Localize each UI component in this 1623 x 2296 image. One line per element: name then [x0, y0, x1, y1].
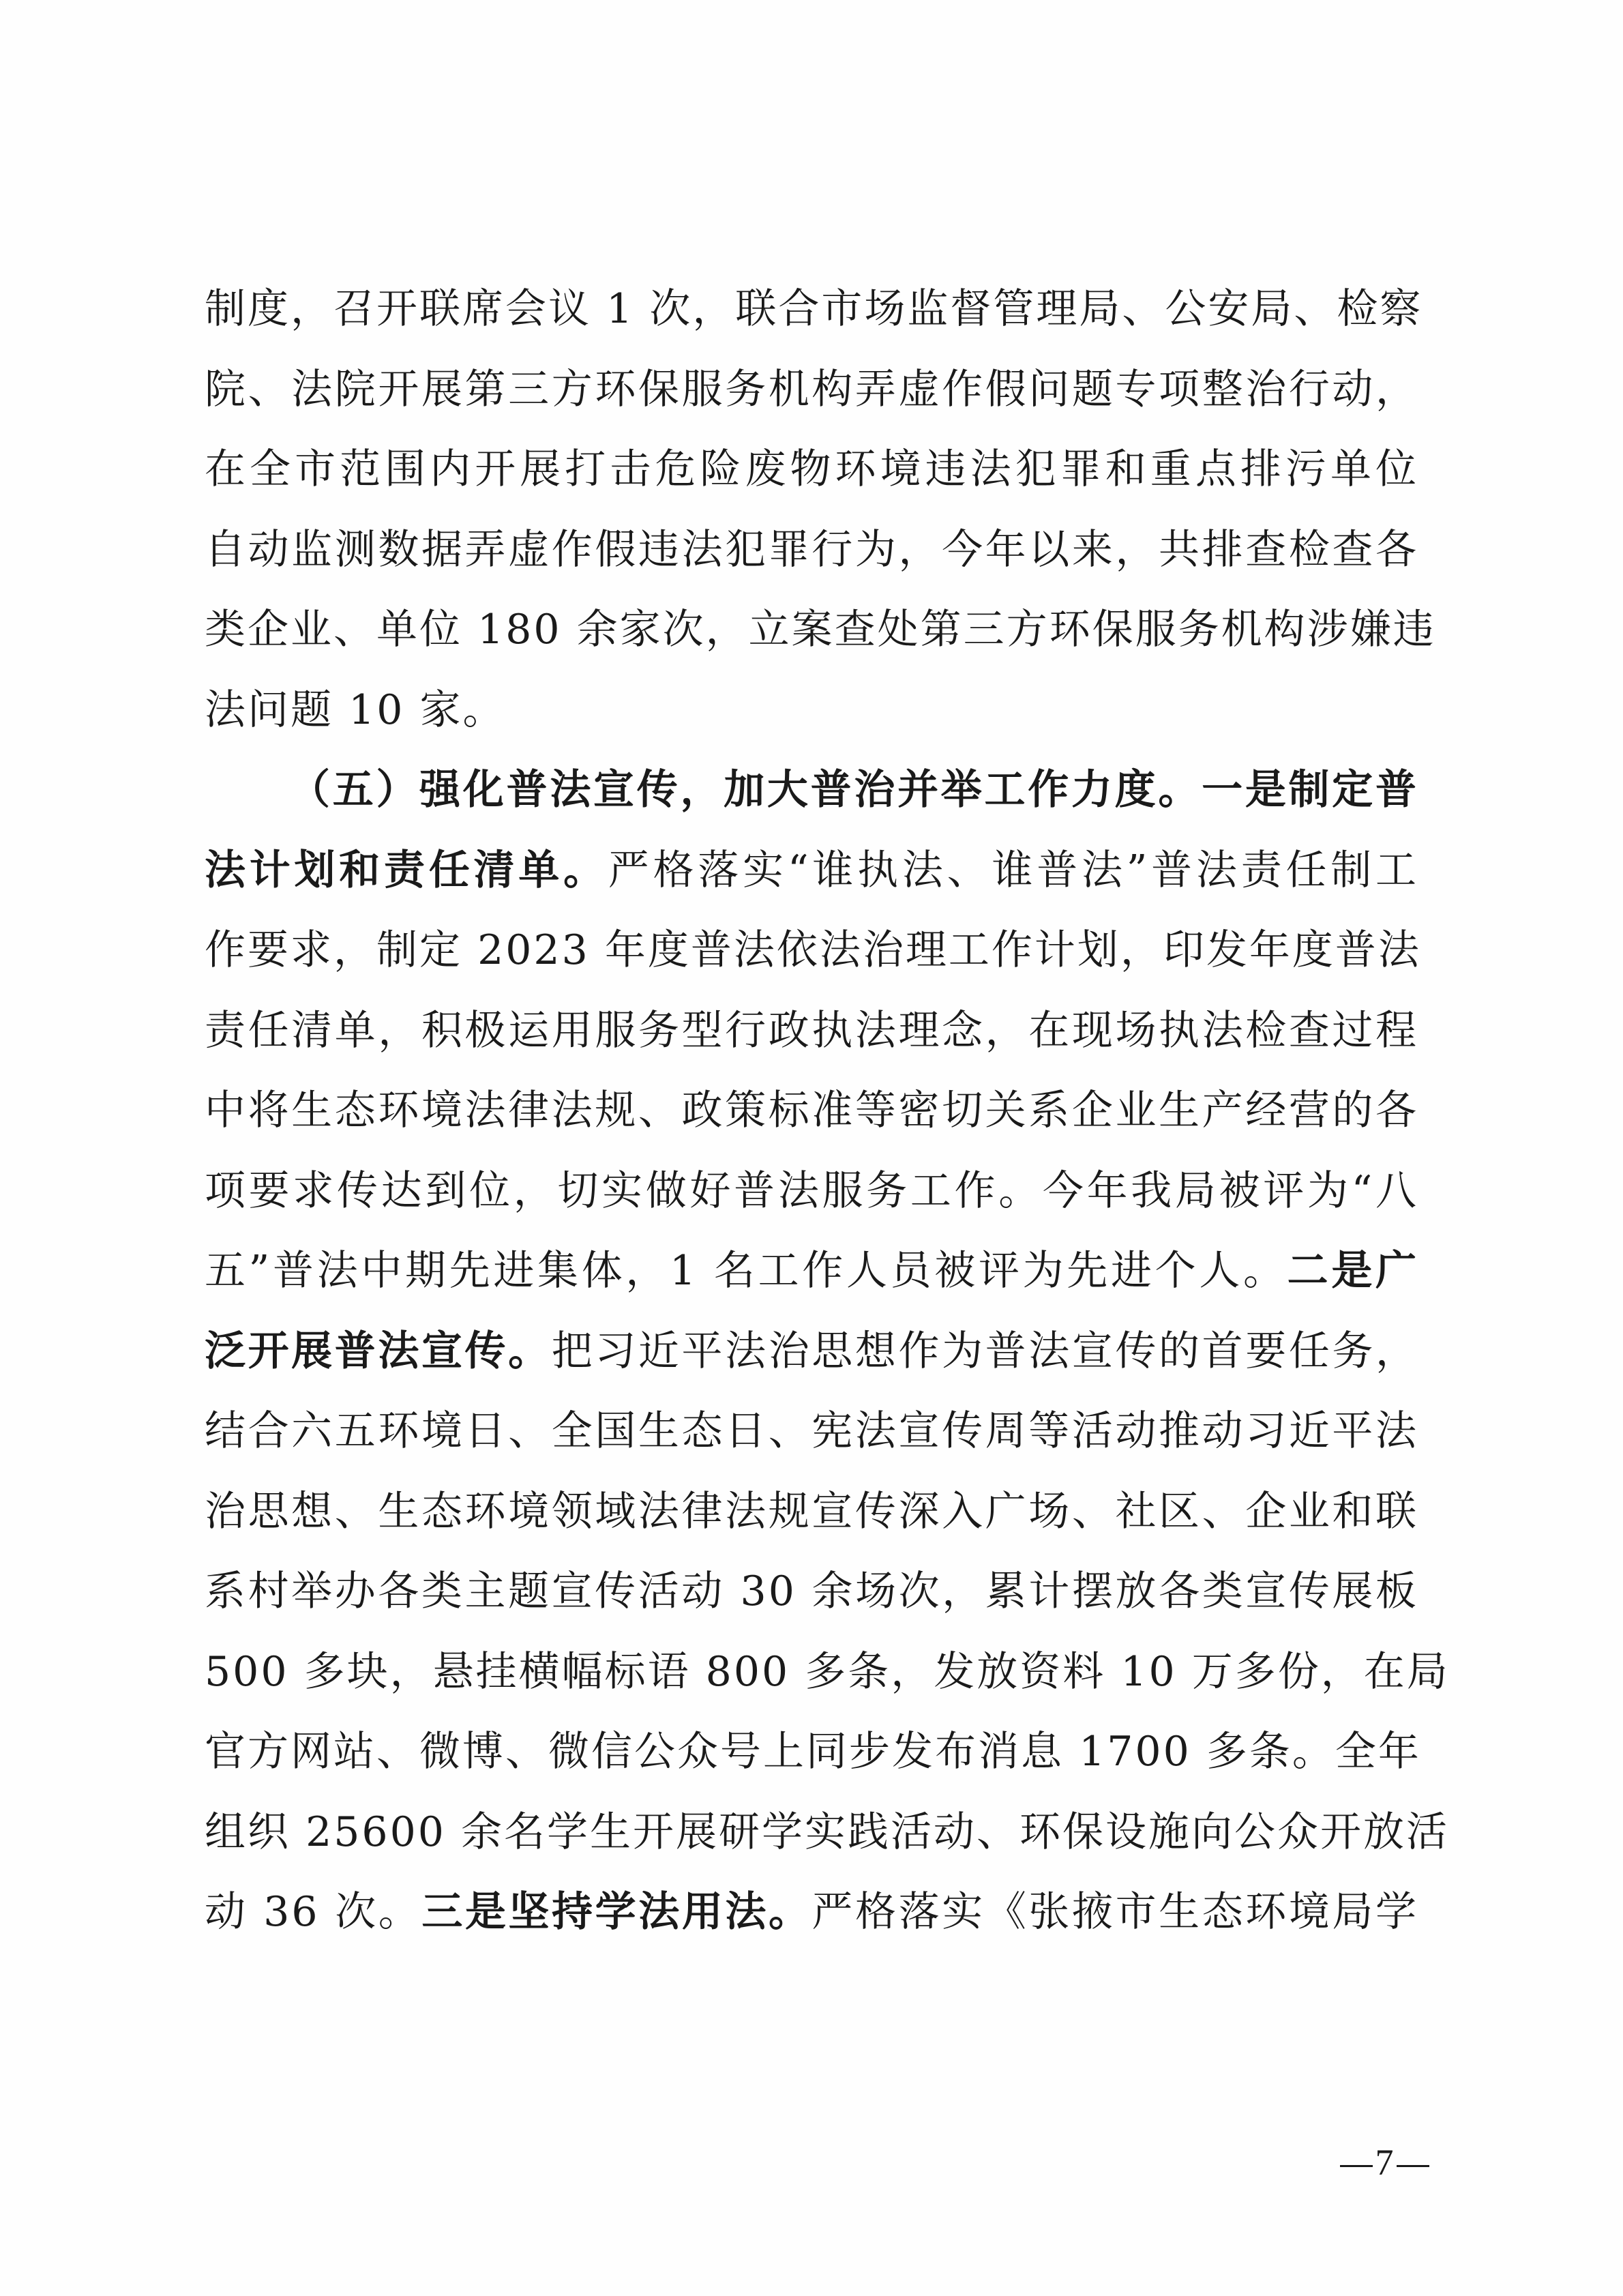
- text-segment: 治思想、生态环境领域法律法规宣传深入广场、社区、企业和联: [205, 1487, 1418, 1535]
- text-line: [205, 430, 1418, 510]
- text-segment: 严格落实“谁执法、谁普法”普法责任制工: [608, 846, 1418, 894]
- text-line: [205, 991, 1418, 1072]
- text-segment: 500 多块，悬挂横幅标语 800 多条，发放资料 10 万多份，在局: [205, 1647, 1450, 1696]
- text-segment: 在全市范围内开展打击危险废物环境违法犯罪和重点排污单位: [205, 445, 1418, 493]
- text-segment: 五”普法中期先进集体，1 名工作人员被评为先进个人。: [205, 1247, 1287, 1295]
- text-segment: 把习近平法治思想作为普法宣传的首要任务，: [551, 1327, 1419, 1375]
- page-number: [1333, 2138, 1435, 2186]
- text-segment: 自动监测数据弄虚作假违法犯罪行为，今年以来，共排查检查各: [205, 525, 1418, 574]
- bold-segment: 二是广: [1287, 1247, 1419, 1295]
- text-line: [205, 671, 1418, 751]
- text-line: [205, 911, 1421, 991]
- bold-segment: 法计划和责任清单。: [205, 846, 608, 894]
- text-line: [205, 269, 1423, 350]
- bold-segment: 三是坚持学法用法。: [421, 1888, 812, 1936]
- text-line: [205, 1712, 1421, 1793]
- text-line: [205, 1793, 1450, 1873]
- section-heading-line: [205, 750, 1418, 831]
- text-line: [205, 510, 1418, 591]
- text-line: [205, 1392, 1418, 1472]
- text-line: [205, 1472, 1418, 1552]
- text-segment: 作要求，制定 2023 年度普法依法治理工作计划，印发年度普法: [205, 926, 1421, 974]
- text-line: [205, 350, 1418, 430]
- text-segment: 责任清单，积极运用服务型行政执法理念，在现场执法检查过程: [205, 1006, 1418, 1055]
- text-segment: 类企业、单位 180 余家次，立案查处第三方环保服务机构涉嫌违: [205, 606, 1436, 653]
- bold-segment: 泛开展普法宣传。: [205, 1327, 552, 1375]
- text-line: [205, 1632, 1450, 1713]
- text-line: [205, 1071, 1418, 1151]
- text-segment: 法问题 10 家。: [205, 686, 506, 734]
- page-number-value: 7: [1375, 2142, 1394, 2183]
- text-segment: 动 36 次。: [205, 1888, 422, 1936]
- page-number-dash-right: [1397, 2165, 1429, 2167]
- text-segment: 院、法院开展第三方环保服务机构弄虚作假问题专项整治行动，: [205, 365, 1418, 413]
- text-segment: 官方网站、微博、微信公众号上同步发布消息 1700 多条。全年: [205, 1728, 1421, 1776]
- text-line: [205, 1872, 1418, 1953]
- text-segment: 结合六五环境日、全国生态日、宪法宣传周等活动推动习近平法: [205, 1407, 1418, 1455]
- text-segment: 严格落实《张掖市生态环境局学: [812, 1888, 1419, 1936]
- text-line: [205, 1231, 1418, 1312]
- text-line: [205, 1151, 1418, 1232]
- section-heading: （五）强化普法宣传，加大普治并举工作力度。一是制定普: [289, 766, 1418, 814]
- text-segment: 制度，召开联席会议 1 次，联合市场监督管理局、公安局、检察: [205, 285, 1423, 333]
- text-line: [205, 590, 1436, 671]
- text-line: [205, 1552, 1418, 1632]
- body-text: [205, 269, 1450, 1953]
- text-segment: 组织 25600 余名学生开展研学实践活动、环保设施向公众开放活: [205, 1808, 1450, 1856]
- text-line: [205, 831, 1418, 911]
- text-segment: 项要求传达到位，切实做好普法服务工作。今年我局被评为“八: [205, 1166, 1418, 1215]
- page-number-dash-left: [1340, 2165, 1373, 2167]
- text-line: [205, 1312, 1418, 1392]
- text-segment: 系村举办各类主题宣传活动 30 余场次，累计摆放各类宣传展板: [205, 1568, 1418, 1615]
- text-segment: 中将生态环境法律法规、政策标准等密切关系企业生产经营的各: [205, 1087, 1418, 1134]
